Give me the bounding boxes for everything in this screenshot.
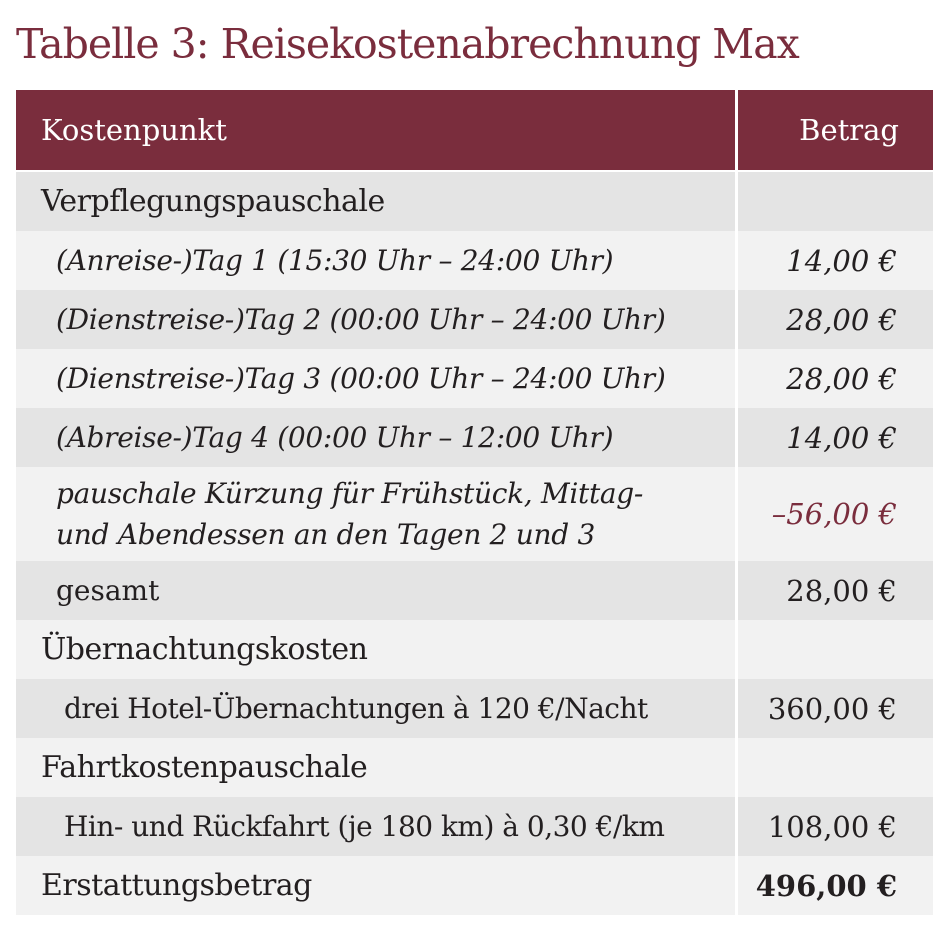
total-row (16, 856, 933, 915)
table-row (16, 349, 933, 408)
row-amount: 360,00 € (738, 679, 933, 738)
section-row-verpflegung (16, 172, 933, 231)
header-betrag: Betrag (738, 90, 933, 170)
total-amount: 496,00 € (738, 856, 933, 915)
table-row (16, 231, 933, 290)
row-label: (Anreise-)Tag 1 (15:30 Uhr – 24:00 Uhr) (16, 231, 735, 290)
row-amount-negative: –56,00 € (738, 467, 933, 561)
row-label: Verpflegungspauschale (16, 172, 735, 231)
row-label: Übernachtungskosten (16, 620, 735, 679)
row-amount: 14,00 € (738, 408, 933, 467)
section-row-fahrtkosten (16, 738, 933, 797)
table-row (16, 679, 933, 738)
row-amount (738, 172, 933, 231)
row-label: (Dienstreise-)Tag 2 (00:00 Uhr – 24:00 Uhr) (16, 290, 735, 349)
row-label: gesamt (16, 561, 735, 620)
table-row (16, 797, 933, 856)
total-label: Erstattungsbetrag (16, 856, 735, 915)
row-label-line-1: pauschale Kürzung für Frühstück, Mittag- (56, 477, 644, 510)
table-title: Tabelle 3: Reisekostenabrechnung Max (16, 20, 799, 68)
row-amount: 108,00 € (738, 797, 933, 856)
table-row (16, 408, 933, 467)
table-row-reduction (16, 467, 933, 561)
row-amount: 28,00 € (738, 290, 933, 349)
row-label-line-2: und Abendessen an den Tagen 2 und 3 (56, 518, 595, 551)
section-row-uebernachtung (16, 620, 933, 679)
table-row-subtotal (16, 561, 933, 620)
header-kostenpunkt: Kostenpunkt (16, 90, 735, 170)
expense-table (16, 90, 933, 915)
row-amount: 28,00 € (738, 561, 933, 620)
row-amount: 28,00 € (738, 349, 933, 408)
row-label: Hin- und Rückfahrt (je 180 km) à 0,30 €/km (16, 797, 735, 856)
row-label (16, 467, 735, 561)
row-label: (Abreise-)Tag 4 (00:00 Uhr – 12:00 Uhr) (16, 408, 735, 467)
row-label: (Dienstreise-)Tag 3 (00:00 Uhr – 24:00 Uhr) (16, 349, 735, 408)
row-label: Fahrtkostenpauschale (16, 738, 735, 797)
row-amount (738, 738, 933, 797)
row-label: drei Hotel-Übernachtungen à 120 €/Nacht (16, 679, 735, 738)
table-row (16, 290, 933, 349)
row-amount (738, 620, 933, 679)
row-amount: 14,00 € (738, 231, 933, 290)
table-header-row (16, 90, 933, 170)
